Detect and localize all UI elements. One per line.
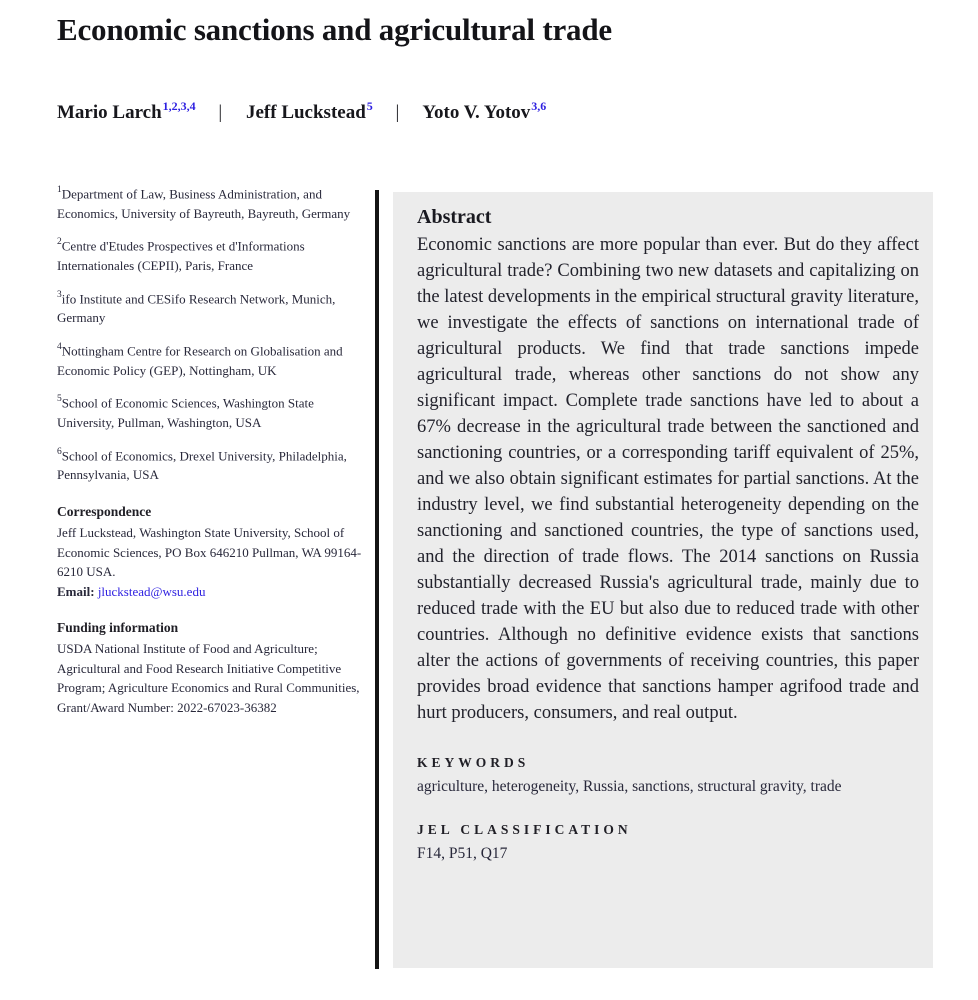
affiliation-item: $^6$School of Economics, Drexel University, Philadelphia, Pennsylvania, USA xyxy=(57,446,347,483)
author-affiliation-superscript: 3,6 xyxy=(531,99,547,113)
funding-body: USDA National Institute of Food and Agriculture; Agricultural and Food Research Initiative Competitive Program; Agriculture Economics and Rural Communities, Grant/Award Number: 2022-67023-36382 xyxy=(57,641,360,715)
email-label: Email: xyxy=(57,583,98,599)
author-affiliation-superscript: 5 xyxy=(366,99,373,113)
author-separator: | xyxy=(395,102,400,124)
correspondence-section xyxy=(57,502,363,601)
author-name: Jeff Luckstead$^5$ xyxy=(245,99,373,124)
left-column xyxy=(57,184,363,717)
jel-classification-heading: JEL CLASSIFICATION xyxy=(417,822,632,837)
author-line xyxy=(57,100,917,124)
author-name: Yoto V. Yotov$^{3,6}$ xyxy=(422,99,547,124)
email-link[interactable]: jluckstead@wsu.edu xyxy=(97,583,206,599)
author-separator: | xyxy=(218,102,223,124)
affiliation-item: $^4$Nottingham Centre for Research on Globalisation and Economic Policy (GEP), Nottingham, UK xyxy=(57,341,343,378)
jel-classification-body: F14, P51, Q17 xyxy=(417,845,508,862)
abstract-body: Economic sanctions are more popular than ever. But do they affect agricultural trade? Combining two new datasets and capitalizing on the latest developments in the empirical structural gravity literature, we investigate the effects of sanctions on international trade of agricultural products. We find that trade sanctions impede agricultural trade, whereas other sanctions do not show any significant impact. Complete trade sanctions have led to about a 67% decrease in the agricultural trade between the sanctioned and sanctioning countries, or a corresponding tariff equivalent of 25%, and we also obtain significant estimates for partial sanctions. At the industry level, we find substantial heterogeneity depending on the sanctioning and sanctioned countries, the type of sanctions used, and the direction of trade flows. The 2014 sanctions on Russia substantially decreased Russia's agricultural trade, mainly due to reduced trade with the EU but also due to reduced trade with other countries. Although no definitive evidence exists that sanctions alter the actions of governments of receiving countries, this paper provides broad evidence that sanctions hamper agrifood trade and hurt producers, consumers, and real output. xyxy=(417,235,919,723)
correspondence-body: Jeff Luckstead, Washington State University, School of Economic Sciences, PO Box 646210 Pullman, WA 99164-6210 USA. Email: jluckstead@wsu.edu xyxy=(57,525,362,599)
affiliation-item: $^3$ifo Institute and CESifo Research Network, Munich, Germany xyxy=(57,289,336,326)
author-affiliation-superscript: 1,2,3,4 xyxy=(162,99,196,113)
affiliation-item: $^2$Centre d'Etudes Prospectives et d'Informations Internationales (CEPII), Paris, France xyxy=(57,237,305,274)
affiliation-item: $^5$School of Economic Sciences, Washington State University, Pullman, Washington, USA xyxy=(57,394,314,431)
keywords-body: agriculture, heterogeneity, Russia, sanctions, structural gravity, trade xyxy=(417,778,842,795)
correspondence-heading: Correspondence xyxy=(57,503,152,519)
funding-heading: Funding information xyxy=(57,620,179,636)
abstract-heading: Abstract xyxy=(417,206,492,228)
author-name: Mario Larch$^{1,2,3,4}$ xyxy=(57,99,196,124)
abstract-panel xyxy=(393,192,933,968)
page-title: Economic sanctions and agricultural trade xyxy=(57,12,612,47)
affiliation-item: $^1$Department of Law, Business Administration, and Economics, University of Bayreuth, Bayreuth, Germany xyxy=(57,185,351,221)
column-divider-rule xyxy=(375,190,379,969)
funding-section xyxy=(57,618,363,717)
keywords-heading: KEYWORDS xyxy=(417,755,530,770)
